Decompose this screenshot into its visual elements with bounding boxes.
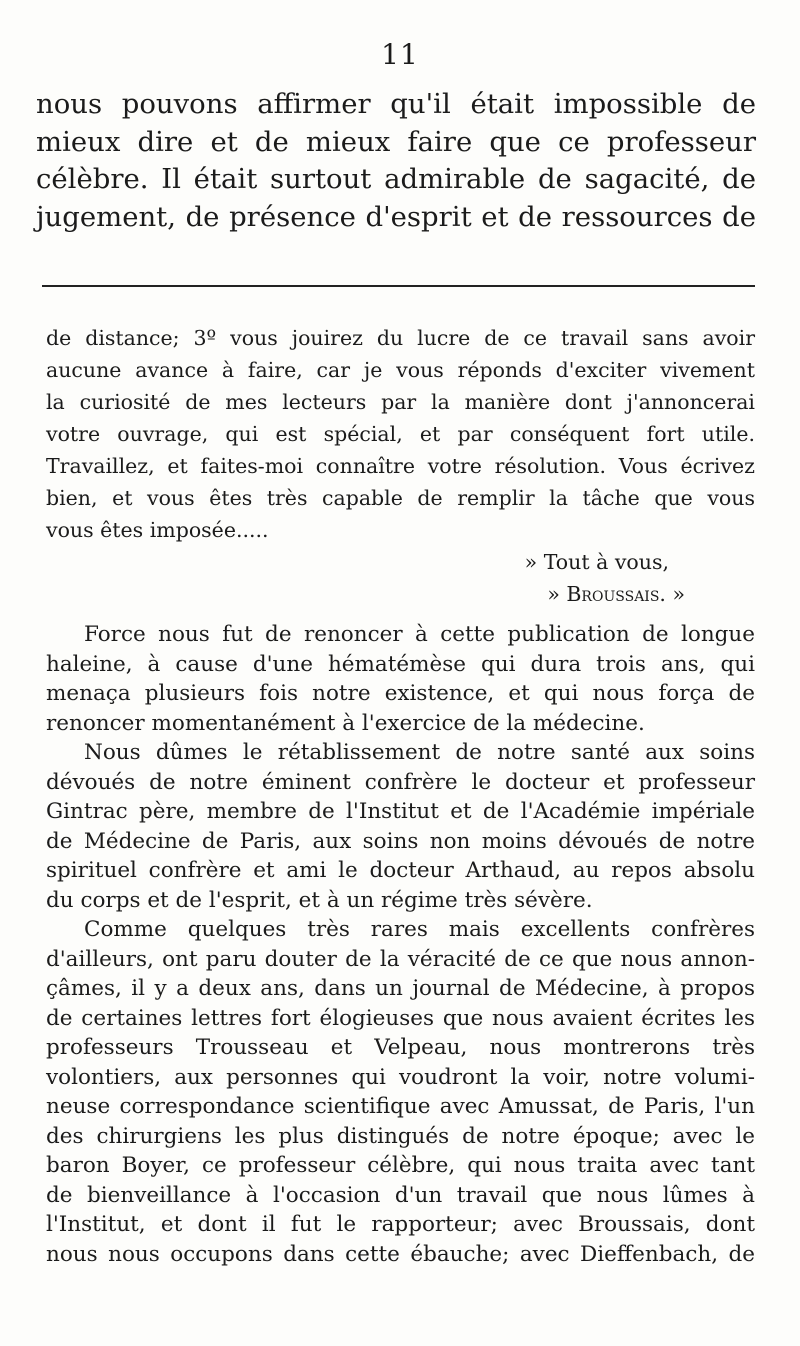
text-line: baron Boyer, ce professeur célèbre, qui nous traita avec tant xyxy=(46,1153,755,1178)
text-line: célèbre. Il était surtout admirable de sagacité, de xyxy=(36,163,756,195)
text-line: Comme quelques très rares mais excellents confrères xyxy=(84,917,755,942)
text-line: jugement, de présence d'esprit et de ressources de xyxy=(36,200,756,233)
text-line: des chirurgiens les plus distingués de notre époque; avec le xyxy=(46,1123,755,1149)
text-line: renoncer momentanément à l'exercice de la médecine. xyxy=(46,710,645,736)
text-line: mieux dire et de mieux faire que ce professeur xyxy=(36,125,756,158)
paragraph xyxy=(46,620,755,738)
letter-closing: » Tout à vous, xyxy=(524,550,669,574)
footnote-separator-rule xyxy=(42,285,755,287)
text-line: neuse correspondance scientifique avec Amussat, de Paris, l'un xyxy=(46,1094,755,1119)
quoted-letter xyxy=(46,322,755,610)
main-text-body xyxy=(46,620,755,1269)
text-line: haleine, à cause d'une hématémèse qui dura trois ans, qui xyxy=(46,651,755,677)
text-line: nous nous occupons dans cette ébauche; avec Dieffenbach, de xyxy=(46,1241,755,1267)
paragraph xyxy=(46,915,755,1269)
text-line: menaça plusieurs fois notre existence, et qui nous força de xyxy=(46,681,755,706)
letter-line: vous êtes imposée..... xyxy=(46,518,269,542)
letter-line: bien, et vous êtes très capable de remplir la tâche que vous xyxy=(46,486,755,510)
letter-line: aucune avance à faire, car je vous réponds d'exciter vivement xyxy=(46,358,755,382)
text-line: de Médecine de Paris, aux soins non moins dévoués de notre xyxy=(46,828,755,854)
main-text-top xyxy=(36,86,756,236)
page-number: 11 xyxy=(381,38,419,71)
letter-line: Travaillez, et faites-moi connaître votre résolution. Vous écrivez xyxy=(46,454,755,478)
text-line: volontiers, aux personnes qui voudront la voir, notre volumi- xyxy=(46,1064,755,1090)
letter-signature: » Broussais. » xyxy=(547,582,685,606)
text-line: de certaines lettres fort élogieuses que nous avaient écrites les xyxy=(46,1005,755,1031)
letter-line: de distance; 3º vous jouirez du lucre de ce travail sans avoir xyxy=(46,326,755,350)
text-line: professeurs Trousseau et Velpeau, nous montrerons très xyxy=(46,1035,755,1060)
text-line: spirituel confrère et ami le docteur Arthaud, au repos absolu xyxy=(46,858,755,883)
text-line: çâmes, il y a deux ans, dans un journal de Médecine, à propos xyxy=(46,976,755,1001)
text-line: Force nous fut de renoncer à cette publication de longue xyxy=(84,622,755,647)
text-line: dévoués de notre éminent confrère le docteur et professeur xyxy=(46,769,755,795)
text-line: Nous dûmes le rétablissement de notre santé aux soins xyxy=(84,740,755,765)
text-line: nous pouvons affirmer qu'il était impossible de xyxy=(36,88,756,120)
paragraph xyxy=(46,738,755,915)
text-line: d'ailleurs, ont paru douter de la véracité de ce que nous annon- xyxy=(46,946,755,972)
text-line: l'Institut, et dont il fut le rapporteur; avec Broussais, dont xyxy=(46,1212,755,1237)
letter-closing-wrap xyxy=(46,546,755,578)
letter-line: votre ouvrage, qui est spécial, et par conséquent fort utile. xyxy=(46,422,755,446)
letter-line: la curiosité de mes lecteurs par la manière dont j'annoncerai xyxy=(46,390,755,414)
letter-signature-wrap xyxy=(46,578,755,610)
text-line: Gintrac père, membre de l'Institut et de l'Académie impériale xyxy=(46,799,755,824)
text-line: du corps et de l'esprit, et à un régime très sévère. xyxy=(46,887,593,913)
text-line: de bienveillance à l'occasion d'un travail que nous lûmes à xyxy=(46,1182,755,1208)
